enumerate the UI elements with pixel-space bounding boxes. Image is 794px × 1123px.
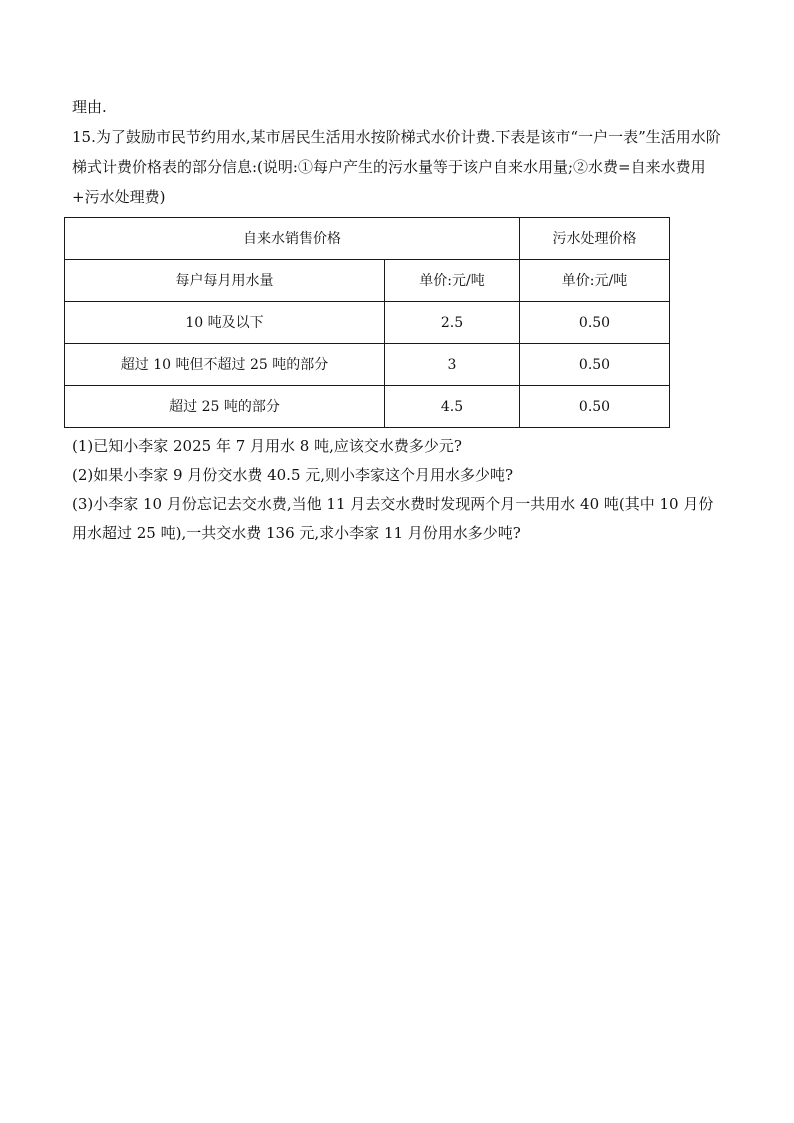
usage-cell: 超过 25 吨的部分: [65, 386, 385, 428]
question-1: (1)已知小李家 2025 年 7 月用水 8 吨,应该交水费多少元?: [72, 437, 462, 455]
header-sewage-price: 污水处理价格: [520, 218, 670, 260]
table-row: [65, 344, 670, 386]
usage-cell: 10 吨及以下: [65, 302, 385, 344]
tap-price-cell: 2.5: [385, 302, 520, 344]
sewage-price-cell: 0.50: [520, 344, 670, 386]
table-row: [65, 386, 670, 428]
question-2: (2)如果小李家 9 月份交水费 40.5 元,则小李家这个月用水多少吨?: [72, 466, 514, 484]
table-row: [65, 302, 670, 344]
document-page: [72, 92, 726, 548]
table-header-row: [65, 218, 670, 260]
tap-price-cell: 3: [385, 344, 520, 386]
header-unit-price-tap: 单价:元/吨: [385, 260, 520, 302]
tap-price-cell: 4.5: [385, 386, 520, 428]
header-monthly-usage: 每户每月用水量: [65, 260, 385, 302]
sewage-price-cell: 0.50: [520, 302, 670, 344]
problem-intro: 15.为了鼓励市民节约用水,某市居民生活用水按阶梯式水价计费.下表是该市“一户一表”生活用水阶梯式计费价格表的部分信息:(说明:①每户产生的污水量等于该户自来水用量;②水费=自来水费用+污水处理费): [72, 128, 721, 206]
header-tap-water-price: 自来水销售价格: [65, 218, 520, 260]
header-unit-price-sewage: 单价:元/吨: [520, 260, 670, 302]
water-price-table: [64, 217, 670, 428]
table-subheader-row: [65, 260, 670, 302]
question-3: (3)小李家 10 月份忘记去交水费,当他 11 月去交水费时发现两个月一共用水 40 吨(其中 10 月份用水超过 25 吨),一共交水费 136 元,求小李家 11 月份用水多少吨?: [72, 495, 714, 542]
sewage-price-cell: 0.50: [520, 386, 670, 428]
usage-cell: 超过 10 吨但不超过 25 吨的部分: [65, 344, 385, 386]
leading-text: 理由.: [72, 98, 107, 116]
